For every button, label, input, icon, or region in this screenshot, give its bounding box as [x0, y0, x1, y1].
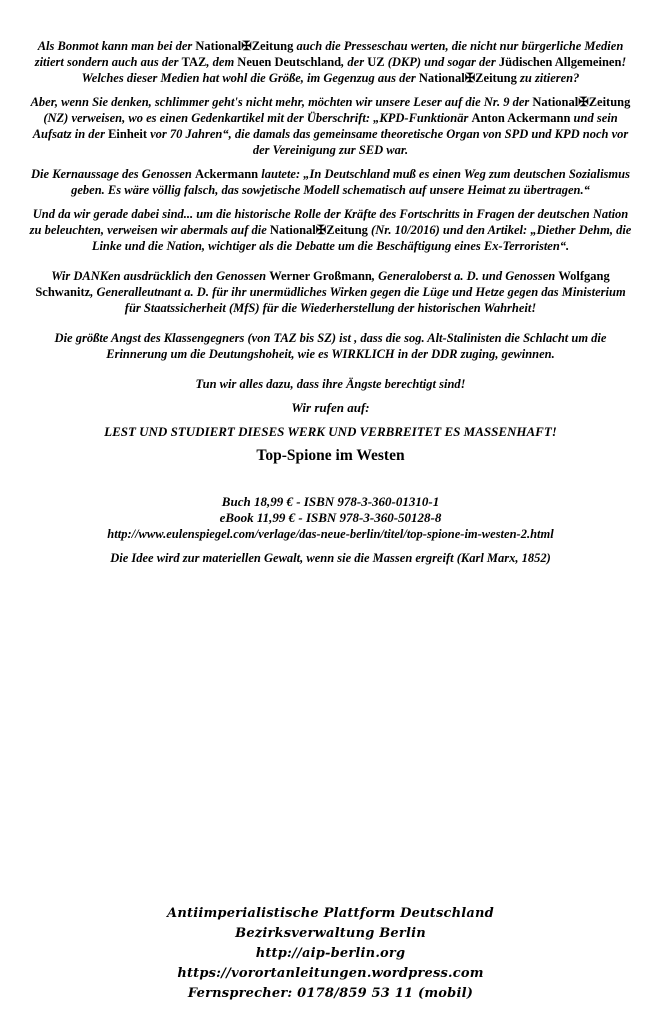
- slogan: LEST UND STUDIERT DIESES WERK UND VERBREITET ES MASSENHAFT!: [104, 424, 557, 439]
- book-link[interactable]: http://www.eulenspiegel.com/verlage/das-neue-berlin/titel/top-spione-im-westen-2.html: [107, 527, 554, 541]
- ebook-price: eBook 11,99 € - ISBN 978-3-360-50128-8: [219, 510, 442, 525]
- marx-quote: Die Idee wird zur materiellen Gewalt, wenn sie die Massen ergreift (Karl Marx, 1852): [110, 551, 551, 565]
- footer-blog[interactable]: https://vorortanleitungen.wordpress.com: [177, 966, 484, 981]
- book-title: Top-Spione im Westen: [256, 447, 405, 464]
- print-price: Buch 18,99 € - ISBN 978-3-360-01310-1: [221, 494, 440, 509]
- callout-heading: Wir rufen auf:: [291, 400, 370, 415]
- footer-phone: Fernsprecher: 0178/859 53 11 (mobil): [187, 986, 474, 1001]
- article-body: [28, 38, 633, 574]
- nz-mention: National✠Zeitung: [418, 71, 517, 85]
- nz-mention: National✠Zeitung: [532, 95, 631, 109]
- contact-footer: [0, 904, 661, 1004]
- footer-organization: Antiimperialistische Plattform Deutschland: [167, 906, 494, 921]
- footer-website[interactable]: http://aip-berlin.org: [255, 946, 406, 961]
- paragraph-dehm-article: Und da wir gerade dabei sind... um die historische Rolle der Kräfte des Fortschritts in Fragen der deutschen Nation zu beleuchten, verweisen wir abermals auf die National✠Zeitung (Nr. 10/2016) und den Artikel: „Diether Dehm, die Linke und die Nation, wichtiger als die Debatte um die Beschäftigung eines Ex-Terroristen“.: [29, 207, 632, 253]
- footer-branch: Bezirksverwaltung Berlin: [235, 926, 426, 941]
- nz-mention: National✠Zeitung: [269, 223, 368, 237]
- paragraph-dank: Wir DANKen ausdrücklich den Genossen Werner Großmann, Generaloberst a. D. und Genossen Wolfgang Schwanitz, Generalleutnant a. D. für ihr unermüdliches Wirken gegen die Lüge und Hetze gegen das Ministerium für Staatssicherheit (MfS) für die Wiederherstellung der historischen Wahrheit!: [35, 269, 626, 315]
- book-prices: [28, 494, 633, 526]
- paragraph-kernaussage: Die Kernaussage des Genossen Ackermann lautete: „In Deutschland muß es einen Weg zum deutschen Sozialismus geben. Es wäre völlig falsch, das sowjetische Modell schematisch auf unsere Heimat zu übertragen.“: [31, 167, 630, 197]
- paragraph-ackermann-article: Aber, wenn Sie denken, schlimmer geht's nicht mehr, möchten wir unsere Leser auf die Nr. 9 der National✠Zeitung (NZ) verweisen, wo es einen Gedenkartikel mit der Überschrift: „KPD-Funktionär Anton Ackermann und sein Aufsatz in der Einheit vor 70 Jahren“, die damals das gemeinsame theoretische Organ von SPD und KPD noch vor der Vereinigung zur SED war.: [30, 95, 631, 157]
- paragraph-presseschau: Als Bonmot kann man bei der National✠Zeitung auch die Presseschau werten, die nicht nur bürgerliche Medien zitiert sondern auch aus der TAZ, dem Neuen Deutschland, der UZ (DKP) und sogar der Jüdischen Allgemeinen! Welches dieser Medien hat wohl die Größe, im Gegenzug aus der National✠Zeitung zu zitieren?: [34, 39, 627, 85]
- nz-mention: National✠Zeitung: [195, 39, 294, 53]
- paragraph-aengste: Tun wir alles dazu, dass ihre Ängste berechtigt sind!: [195, 377, 466, 391]
- paragraph-klassengegner: Die größte Angst des Klassengegners (von TAZ bis SZ) ist , dass die sog. Alt-Stalinisten die Schlacht um die Erinnerung um die Deutungshoheit, wie es WIRKLICH in der DDR zuging, gewinnen.: [54, 331, 607, 361]
